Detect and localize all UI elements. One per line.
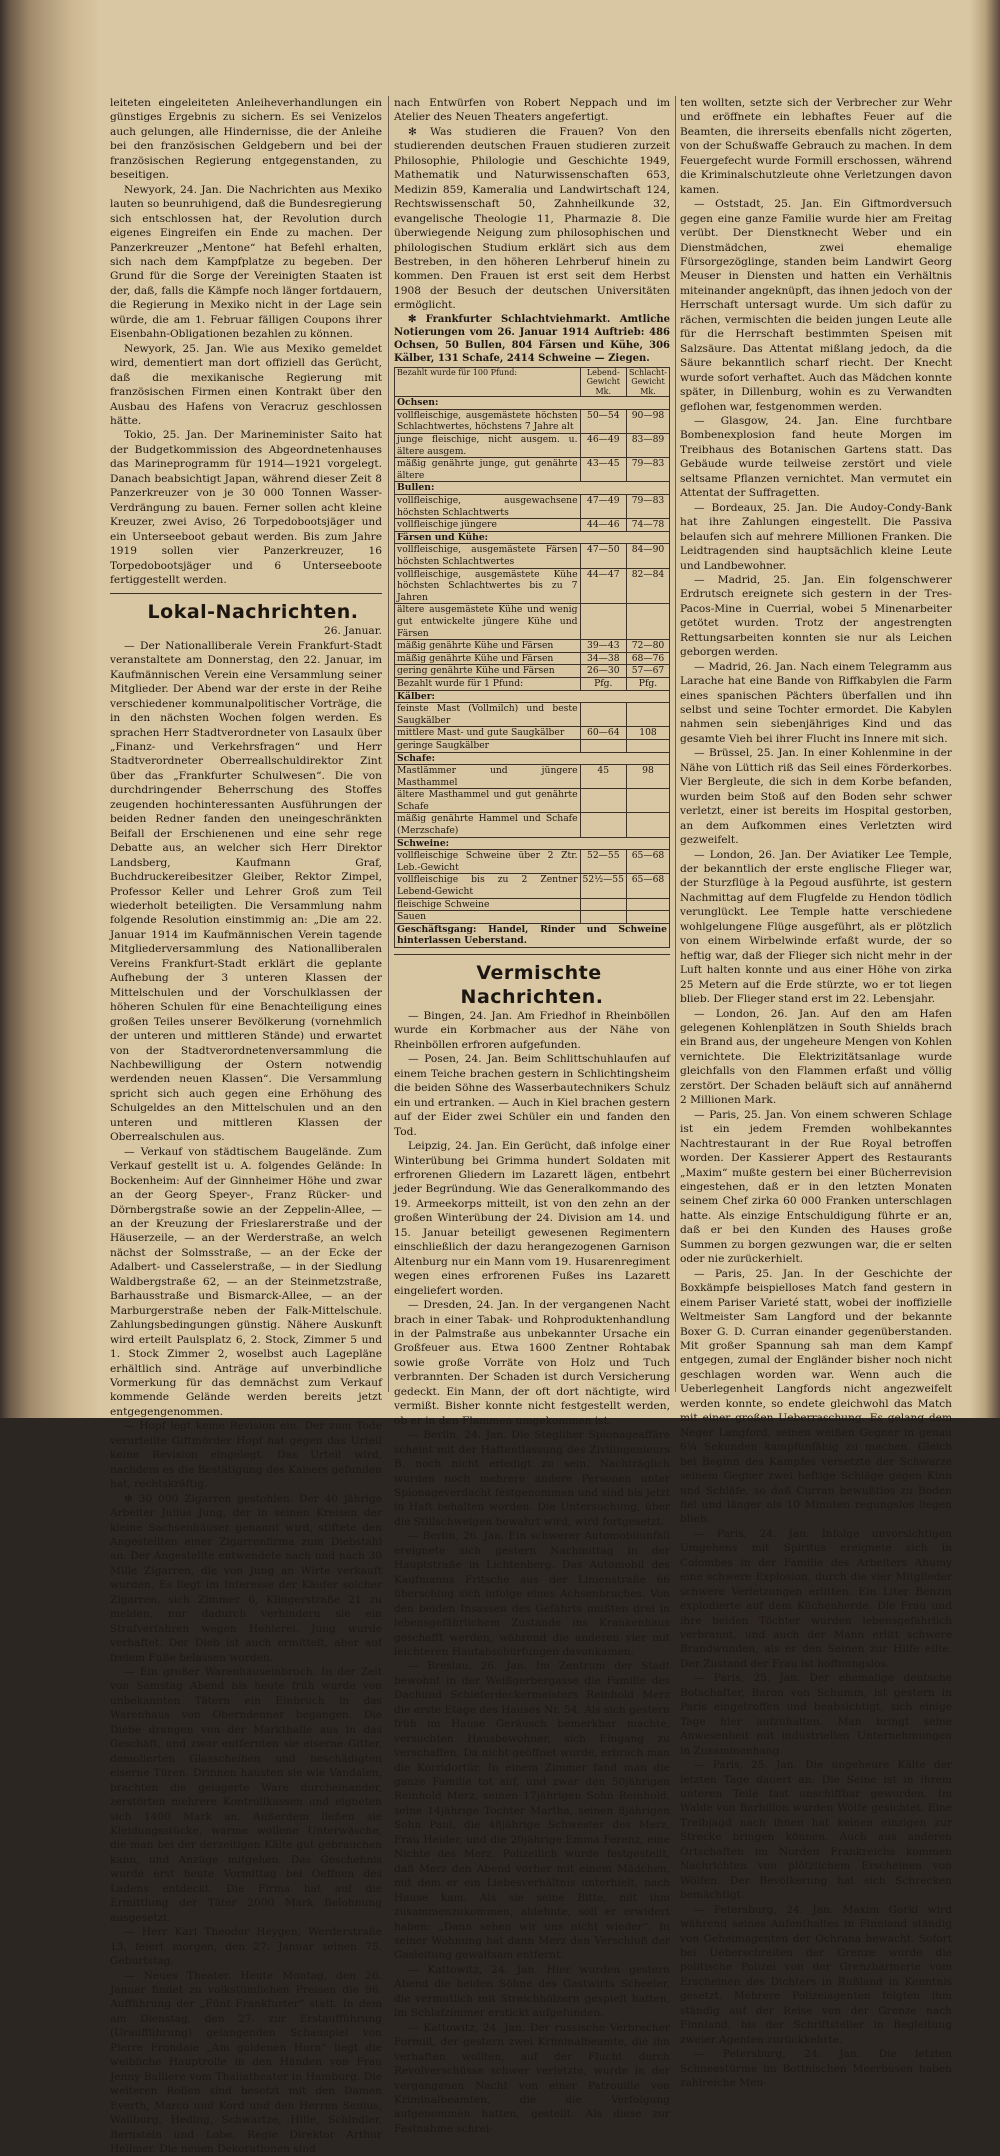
- slaughter-weight-price: [627, 813, 670, 837]
- slaughter-weight-price: 83—89: [627, 434, 670, 458]
- slaughter-weight-price: 82—84: [627, 568, 670, 604]
- article-text: ✻ 30 000 Zigarren gestohlen. Der 40 jährige Arbeiter Julius Jung, der in seinen Kreisen der kleine Sachsenhäuser genannt wird, stiftete den Angestellten einer Zigarrenfirma zum Diebstahl an. Der Angestellte entwendete nach und nach 30 Mille Zigarren, die von Jung an Wirte verkauft wurden. Es liegt im Interesse der Käufer solcher Zigarren, sich Zimmer 6, Klingerstraße 21 zu melden, nur dadurch verhindern sie ein Strafverfahren wegen Hehlerei. Jung wurde verhaftet. Der Dieb ist auch ermittelt, aber auf freiem Fuße belassen worden.: [110, 1492, 382, 1664]
- live-weight-price: 60—64: [580, 727, 626, 740]
- article-text: — Brüssel, 25. Jan. In einer Kohlenmine in der Nähe von Lüttich riß das Seil eines Förderkorbes. Vier Bergleute, die sich in dem Korbe befanden, wurden beim Stoß auf den Boden sehr schwer verletzt, einer ist bereits im Hospital gestorben, an dem Aufkommen eines Verletzten wird gezweifelt.: [680, 747, 952, 847]
- table-row: [395, 397, 670, 410]
- article-text: — Petersburg, 24. Jan. Die letzten Schneestürme im Bottnischen Meerbusen haben zahlreiche Men-: [680, 2048, 952, 2090]
- table-row: [395, 874, 670, 898]
- column-header: Lebend-Gewicht Mk.: [580, 367, 626, 397]
- slaughter-weight-price: [627, 789, 670, 813]
- article-text: — Petersburg, 24. Jan. Maxim Gorki wird während seines Aufenthaltes in Finnland ständig von Geheimagenten der Ochrana bewacht. Sofort bei Ueberschreiten der Grenze wurde die politische Polizei von der Grenzbarmerie vom Erscheinen des Dichters in Rußland in Kenntnis gesetzt. Mehrere Polizeiagenten folgten ihm ständig auf der Reise von der Grenze nach Finnland, bis der Schriftsteller in Begleitung zweier Agenten zurückkehrte.: [680, 1903, 952, 2046]
- slaughter-weight-price: 98: [627, 765, 670, 789]
- article-text: ten wollten, setzte sich der Verbrecher zur Wehr und eröffnete ein lebhaftes Feuer auf die Beamten, die ihrerseits ebenfalls nicht zögerten, von der Schußwaffe Gebrauch zu machen. In dem Feuergefecht wurde Formill erschossen, während die Kriminalschutzleute ohne Verletzungen davon kamen.: [680, 97, 952, 196]
- live-weight-price: 52—55: [580, 850, 626, 874]
- slaughter-weight-price: Pfg.: [627, 677, 670, 690]
- row-label: gering genährte Kühe und Färsen: [395, 665, 581, 678]
- row-label: Sauen: [395, 911, 581, 924]
- table-row: [395, 690, 670, 703]
- article-text: ✻ Was studieren die Frauen? Von den studierenden deutschen Frauen studieren zurzeit Philosophie, Philologie und Geschichte 1949, Mathematik und Naturwissenschaften 653, Medizin 859, Kameralia und Landwirtschaft 124, Rechtswissenschaft 50, Zahnheilkunde 32, evangelische Theologie 11, Pharmazie 8. Die überwiegende Neigung zum philosophischen und philologischen Studium erklärt sich aus dem Bestreben, in den höheren Lehrberuf hinein zu kommen. Den Frauen ist erst seit dem Herbst 1908 der Besuch der deutschen Universitäten ermöglicht.: [394, 125, 670, 312]
- article-text: — Madrid, 26. Jan. Nach einem Telegramm aus Larache hat eine Bande von Riffkabylen die Farm eines spanischen Pächters überfallen und ihn selbst und seine Tochter ermordet. Die Kabylen nahmen sein siebenjähriges Kind und das gesamte Vieh bei ihrer Flucht ins Innere mit sich.: [680, 660, 952, 745]
- article-text: — Dresden, 24. Jan. In der vergangenen Nacht brach in einer Tabak- und Rohproduktenhandlung in der Palmstraße aus unbekannter Ursache ein Großfeuer aus. Etwa 1600 Zentner Rohtabak sowie große Vorräte von Holz und Tuch verbrannten. Der Schaden ist durch Versicherung gedeckt. Ein Mann, der oft dort nächtigte, wird vermißt. Bisher konnte nicht festgestellt werden, ob er in den Flammen umgekommen ist.: [394, 1299, 670, 1427]
- row-label: mittlere Mast- und gute Saugkälber: [395, 727, 581, 740]
- table-row: [395, 923, 670, 947]
- live-weight-price: Pfg.: [580, 677, 626, 690]
- row-group-label: Färsen und Kühe:: [395, 531, 670, 544]
- table-row: [395, 495, 670, 519]
- table-row: [395, 544, 670, 568]
- section-divider: [110, 593, 382, 594]
- live-weight-price: 43—45: [580, 458, 626, 482]
- row-label: vollfleischige jüngere: [395, 519, 581, 532]
- row-label: vollfleischige, ausgemästete Färsen höchsten Schlachtwertes: [395, 544, 581, 568]
- column-1: [110, 96, 382, 2156]
- table-row: [395, 765, 670, 789]
- article-text: — Glasgow, 24. Jan. Eine furchtbare Bombenexplosion fand heute Morgen im Treibhaus des Botanischen Gartens statt. Das Gebäude wurde teilweise zerstört und viele seltsame Pflanzen vernichtet. Man vermutet ein Attentat der Suffragetten.: [680, 414, 952, 500]
- slaughter-weight-price: 65—68: [627, 874, 670, 898]
- row-group-label: Schweine:: [395, 837, 670, 850]
- slaughter-weight-price: 57—67: [627, 665, 670, 678]
- table-row: [395, 813, 670, 837]
- table-row: [395, 604, 670, 640]
- table-row: [395, 409, 670, 433]
- table-row: [395, 911, 670, 924]
- article-text: — Berlin, 24. Jan. Die Stegliher Spionageaffäre scheint mit der Haftentlassung des Zivilingenieurs B. noch nicht erledigt zu sein. Nachträglich wurden noch mehrere andere Personen unter Spionageverdacht festgenommen und sind bis jetzt in Haft behalten worden. Die Untersuchung, über die Stillschweigen bewahrt wird, wird fortgesetzt.: [394, 1429, 670, 1528]
- live-weight-price: [580, 604, 626, 640]
- table-row: [395, 752, 670, 765]
- article-text: — Hopf legt keine Revision ein. Der zum Tode verurteilte Giftmörder Hopf hat gegen das Urteil keine Revision eingelegt. Das Urteil wird, nachdem es die Bestätigung des Kaisers gefunden hat, rechtskräftig.: [110, 1420, 382, 1491]
- market-subtitle: Bezahlt wurde für 100 Pfund:: [395, 367, 581, 397]
- row-label: vollfleischige Schweine über 2 Ztr. Leb.-Gewicht: [395, 850, 581, 874]
- table-body: [395, 397, 670, 948]
- row-label: Bezahlt wurde für 1 Pfund:: [395, 677, 581, 690]
- row-label: fleischige Schweine: [395, 898, 581, 911]
- article-text: — Kattowitz, 24. Jan. Der russische Verbrecher Formill, der gestern zwei Kriminalbeamte, die ihn verhaften wollten, auf der Flucht durch Revolverschüsse schwer verletzte, wurde in der vergangenen Nacht von einer Patrouille von Kriminalbeamten, die die Verfolgung aufgenommen hatten, gestellt. Als diese zur Festnahme schrei-: [394, 2021, 670, 2135]
- table-row: [395, 458, 670, 482]
- slaughter-weight-price: 90—98: [627, 409, 670, 433]
- row-label: mäßig genährte junge, gut genährte ältere: [395, 458, 581, 482]
- live-weight-price: 52½—55: [580, 874, 626, 898]
- table-row: [395, 568, 670, 604]
- table-row: [395, 640, 670, 653]
- row-group-label: Schafe:: [395, 752, 670, 765]
- article-text: Newyork, 24. Jan. Die Nachrichten aus Mexiko lauten so beunruhigend, daß die Bundesregierung sich entschlossen hat, der Revolution durch eigenes Eingreifen ein Ende zu machen. Der Panzerkreuzer „Mentone“ hat Befehl erhalten, sich nach dem Kampfplatze zu begeben. Der Grund für die Sorge der Vereinigten Staaten ist der, daß, falls die Kämpfe noch länger fortdauern, die Regierung in Mexiko nicht in der Lage sein würde, die am 1. Februar fälligen Coupons ihrer Eisenbahn-Obligationen bezahlen zu können.: [110, 183, 382, 341]
- article-text: — Madrid, 25. Jan. Ein folgenschwerer Erdrutsch ereignete sich gestern in der Tres-Pacos-Mine in Cuerrial, wobei 5 Minenarbeiter getötet wurden. Trotz der angestrengten Rettungsarbeiten konnten sie nur als Leichen geborgen werden.: [680, 573, 952, 659]
- slaughter-weight-price: 65—68: [627, 850, 670, 874]
- book-spine: [0, 0, 100, 1418]
- live-weight-price: [580, 739, 626, 752]
- article-text: — Herr Karl Theodor Heygen, Werderstraße 13, feiert morgen, den 27. Januar seinen 75. Geburtstag.: [110, 1926, 382, 1968]
- live-weight-price: 44—46: [580, 519, 626, 532]
- row-label: junge fleischige, nicht ausgem. u. ältere ausgem.: [395, 434, 581, 458]
- row-label: mäßig genährte Hammel und Schafe (Merzschafe): [395, 813, 581, 837]
- live-weight-price: 47—50: [580, 544, 626, 568]
- row-label: mäßig genährte Kühe und Färsen: [395, 652, 581, 665]
- row-label: geringe Saugkälber: [395, 739, 581, 752]
- row-label: vollfleischige, ausgemästete höchsten Schlachtwertes, höchstens 7 Jahre alt: [395, 409, 581, 433]
- row-group-label: Geschäftsgang: Handel, Rinder und Schweine hinterlassen Ueberstand.: [395, 923, 670, 947]
- row-label: vollfleischige, ausgemästete Kühe höchsten Schlachtwertes bis zu 7 Jahren: [395, 568, 581, 604]
- table-row: [395, 665, 670, 678]
- row-label: Mastlämmer und jüngere Masthammel: [395, 765, 581, 789]
- slaughter-weight-price: 74—78: [627, 519, 670, 532]
- article-text: — Ein großer Warenhauseinbruch. In der Zeit von Samstag Abend bis heute früh wurde von unbekannten Tätern ein Einbruch in das Warenhaus von Oberndenner begangen. Die Diebe drangen von der Markthalle aus in das Geschäft, und zwar entfernten sie eiserne Gitter, demolierten Glasscheiben und beschädigten eiserne Türen. Drinnen hausten sie wie Vandalen, brachten die gelagerte Ware durcheinander, zerstörten mehrere Kontrollkassen und eigneten sich 1400 Mark an. Außerdem ließen sie Kleidungsstücke, warme wollene Unterwäsche, die man bei der derzeitigen Kälte gut gebrauchen kann, und Anzüge mitgehen. Das Geschehnis wurde erst heute Vormittag bei Oeffnen des Ladens entdeckt. Die Firma hat auf die Ermittlung der Täter 2000 Mark Belohnung ausgesetzt.: [110, 1666, 382, 1924]
- live-weight-price: [580, 703, 626, 727]
- row-group-label: Bullen:: [395, 482, 670, 495]
- article-text: Leipzig, 24. Jan. Ein Gerücht, daß infolge einer Winterübung bei Grimma hundert Soldaten mit erfrorenen Gliedern im Lazarett lägen, entbehrt jeder Begründung. Wie das Generalkommando des 19. Armeekorps mitteilt, ist von den zehn an der großen Winterübung der 24. Division am 14. und 15. Januar beteiligt gewesenen Regimentern einschließlich der dazu herangezogenen Garnison Altenburg nur ein Mann vom 19. Husarenregiment wegen eines erfrorenen Fußes ins Lazarett eingeliefert worden.: [394, 1140, 670, 1297]
- table-row: [395, 531, 670, 544]
- live-weight-price: [580, 789, 626, 813]
- article-text: Newyork, 25. Jan. Wie aus Mexiko gemeldet wird, dementiert man dort offiziell das Gerücht, daß die mexikanische Regierung mit französischen Firmen einen Kontrakt über den Ausbau des Hafens von Veracruz geschlossen hätte.: [110, 342, 382, 427]
- article-text: — Oststadt, 25. Jan. Ein Giftmordversuch gegen eine ganze Familie wurde hier am Freitag verübt. Der Dienstknecht Weber und ein Dienstmädchen, zwei ehemalige Fürsorgezöglinge, standen beim Landwirt Georg Meuser in Diensten und hatten ein Verhältnis miteinander angeknüpft, das ihnen jedoch von der Herrschaft untersagt wurde. Um sich dafür zu rächen, vermischten die beiden jungen Leute alle für die Herrschaft bestimmten Speisen mit Salzsäure. Das Attentat mißlang jedoch, da die Säure bekanntlich scharf riecht. Der Knecht wurde sofort verhaftet. Auch das Mädchen konnte später, in Dillenburg, wohin es zu Verwandten geflohen war, festgenommen werden.: [680, 198, 952, 413]
- table-row: [395, 434, 670, 458]
- row-label: feinste Mast (Vollmilch) und beste Saugkälber: [395, 703, 581, 727]
- column-header: Schlacht-Gewicht Mk.: [627, 367, 670, 397]
- slaughter-weight-price: [627, 703, 670, 727]
- live-weight-price: [580, 898, 626, 911]
- row-label: ältere Masthammel und gut genährte Schafe: [395, 789, 581, 813]
- row-group-label: Ochsen:: [395, 397, 670, 410]
- slaughter-weight-price: [627, 898, 670, 911]
- table-row: [395, 739, 670, 752]
- section-heading: Vermischte Nachrichten.: [460, 962, 604, 1009]
- live-weight-price: [580, 911, 626, 924]
- article-text: — Paris, 24. Jan. Infolge unvorsichtigen Umgehens mit Spiritus ereignete sich in Colombes in der Familie des Arbeiters Ahumy eine schwere Explosion, durch die vier Mitglieder schwere Verletzungen erlitten. Ein Liter Benzin explodierte auf dem Küchenherde. Die Frau und ihre beiden Töchter wurden lebensgefährlich verbrannt, und auch der Mann erlitt schwere Brandwunden, als er den Seinen zur Hilfe eilte. Der Zustand der Frau ist hoffnungslos.: [680, 1527, 952, 1670]
- slaughter-weight-price: [627, 911, 670, 924]
- article-text: — London, 26. Jan. Auf den am Hafen gelegenen Kohlenplätzen in South Shields brach ein Brand aus, der ungeheure Mengen von Kohlen vernichtete. Die Elektrizitätsanlage wurde gleichfalls von den Flammen erfaßt und völlig zerstört. Der Schaden beläuft sich auf annähernd 2 Millionen Mark.: [680, 1007, 952, 1107]
- article-text: — Paris, 25. Jan. In der Geschichte der Boxkämpfe beispielloses Match fand gestern in einem Pariser Varieté statt, wobei der inoffizielle Weltmeister Sam Langford und der bekannte Boxer G. D. Curran einander gegenüberstanden. Mit großer Spannung sah man dem Kampf entgegen, zumal der Engländer bisher noch nicht geschlagen worden war. Wenn auch die Ueberlegenheit Langfords nicht angezweifelt werden konnte, so endete gleichwohl das Match mit einer großen Ueberraschung. Es gelang dem Neger Langford, seinen weißen Gegner in genau 6¼ Sekunden kampfunfähig zu machen. Gleich bei Beginn des Kampfes versetzte der Schwarze seinem Gegner zwei heftige Schläge gegen Kinn und Schläfe, so daß Curran bewußtlos zu Boden fiel und länger als 10 Minuten regungslos liegen blieb.: [680, 1267, 952, 1526]
- article-text: nach Entwürfen von Robert Neppach und im Atelier des Neuen Theaters angefertigt.: [394, 97, 670, 124]
- article-text: — Bordeaux, 25. Jan. Die Audoy-Condy-Bank hat ihre Zahlungen eingestellt. Die Passiva belaufen sich auf mehrere Millionen Franken. Die Leidtragenden sind hauptsächlich kleine Leute und Landbewohner.: [680, 501, 952, 572]
- column-rule: [675, 96, 676, 1392]
- live-weight-price: 50—54: [580, 409, 626, 433]
- table-row: [395, 727, 670, 740]
- column-3: [680, 96, 952, 2091]
- article-text: — Paris, 25. Jan. Von einem schweren Schlage ist ein jedem Fremden wohlbekanntes Nachtrestaurant in der Rue Royal betroffen worden. Der Kassierer Appert des Restaurants „Maxim“ mußte gestern bei einer Bücherrevision eingestehen, daß er in den letzten Monaten seinem Chef zirka 60 000 Franken unterschlagen hatte. Als einzige Entschuldigung führte er an, daß er bei den Kunden des Hauses große Summen zu borgen gezwungen war, die er selten oder nie zurückerhielt.: [680, 1108, 952, 1266]
- article-text: — London, 26. Jan. Der Aviatiker Lee Temple, der bekanntlich der erste englische Flieger war, der Sturzflüge à la Pegoud ausführte, ist gestern Nachmittag auf dem Flugfelde zu Hendon tödlich verunglückt. Lee Temple hatte verschiedene wohlgelungene Flüge ausgeführt, als er plötzlich von einem Wirbelwinde erfaßt wurde, der so heftig war, daß der Flieger sich nicht mehr in der Luft halten konnte und aus einer Höhe von zirka 25 Metern auf die Erde stürzte, wo er tot liegen blieb. Der Flieger stand erst im 22. Lebensjahr.: [680, 848, 952, 1006]
- slaughter-weight-price: 108: [627, 727, 670, 740]
- row-label: mäßig genährte Kühe und Färsen: [395, 640, 581, 653]
- article-text: — Berlin, 26. Jan. Ein schwerer Automobilunfall ereignete sich gestern Nachmittag in der Hauptstraße in Lichtenberg. Das Automobil des Kaufmanns Fritsche aus der Linienstraße 66 überschlug sich infolge eines Achsenbruches. Von den beiden Insassen des Gefährts mußten drei in lebensgefährlichem Zustande ins Krankenhaus geschafft werden, während die anderen vier mit leichteren Hautabschürfungen davonkamen.: [394, 1530, 670, 1658]
- slaughter-weight-price: [627, 604, 670, 640]
- row-label: ältere ausgemästete Kühe und wenig gut entwickelte jüngere Kühe und Färsen: [395, 604, 581, 640]
- article-text: — Verkauf von städtischem Baugelände. Zum Verkauf gestellt ist u. A. folgendes Gelände: In Bockenheim: Auf der Ginnheimer Höhe und zwar an der Georg Speyer-, Franz Rücker- und Dörnbergstraße sowie an der Zeppelin-Allee, — an der Kreuzung der Frieslarerstraße und der Häuserzeile, — an der Werderstraße, an welch nächst der Solmsstraße, — an der Ecke der Adalbert- und Casselerstraße, — in der Siedlung Waldbergstraße 62, — an der Steinmetzstraße, Barhausstraße und Bismarck-Allee, — an der Marburgerstraße neben der Falk-Mittelschule. Zahlungsbedingungen günstig. Nähere Auskunft wird erteilt Paulsplatz 6, 2. Stock, Zimmer 5 und 1. Stock Zimmer 2, woselbst auch Lagepläne erhältlich sind. Anträge auf unverbindliche Vormerkung für das demnächst zum Verkauf kommende Gelände werden bereits jetzt entgegengenommen.: [110, 1145, 382, 1418]
- article-text: — Paris, 25. Jan. Die ungeheure Kälte der letzten Tage dauert an. Die Seine ist in ihrem unteren Teile fast unschiffbar geworden. Im Walde von Barbillon wurden Wölfe gesichtet. Eine Treibjagd nach ihnen hat keinen einzigen zur Strecke bringen können. Auch aus anderen Ortschaften im Norden Frankreichs kommen Nachrichten von plötzlichem Erscheinen von Wölfen. Der Bevölkerung hat sich Schrecken bemächtigt.: [680, 1759, 952, 1902]
- live-weight-price: 34—38: [580, 652, 626, 665]
- row-group-label: Kälber:: [395, 690, 670, 703]
- live-weight-price: 46—49: [580, 434, 626, 458]
- slaughter-weight-price: 68—76: [627, 652, 670, 665]
- live-weight-price: 39—43: [580, 640, 626, 653]
- table-row: [395, 837, 670, 850]
- slaughter-weight-price: 79—83: [627, 458, 670, 482]
- live-weight-price: 44—47: [580, 568, 626, 604]
- slaughter-weight-price: [627, 739, 670, 752]
- table-row: [395, 703, 670, 727]
- row-label: vollfleischige, ausgewachsene höchsten Schlachtwerts: [395, 495, 581, 519]
- live-weight-price: 26—30: [580, 665, 626, 678]
- column-rule: [388, 96, 389, 1392]
- article-text: — Neues Theater. Heute Montag, den 26. Januar findet zu volkstümlichen Preisen die 96. Aufführung der „Fünf Frankfurter“ statt. In dem am Dienstag, den 27. zur Erstaufführung (Uraufführung) gelangenden Schauspiel von Pierre Frondaie „Am goldenen Horn“ liegt die weibliche Hauptrolle in den Händen von Frau Jenny Balliere vom Thaliatheater in Hamburg. Die weiteren Rollen sind besetzt mit den Damen Everth, Marco und Kord und den Herren Senius, Wallburg, Heding, Schwartze, Hille, Schindler, Bernstein und Lobe. Regie Direktor Arthur Hellmer. Die neuen Dekorationen sind: [110, 1969, 382, 2155]
- live-weight-price: 47—49: [580, 495, 626, 519]
- section-date: 26. Januar.: [323, 625, 382, 638]
- table-row: [395, 898, 670, 911]
- section-divider: [394, 954, 670, 955]
- article-text: — Posen, 24. Jan. Beim Schlittschuhlaufen auf einem Teiche brachen gestern in Schlichtingsheim die beiden Söhne des Wasserbautechnikers Schulz ein und ertranken. — Auch in Kiel brachen gestern auf der Eider zwei Schüler ein und fanden den Tod.: [394, 1053, 670, 1138]
- table-row: [395, 789, 670, 813]
- row-label: vollfleischige bis zu 2 Zentner Lebend-Gewicht: [395, 874, 581, 898]
- livestock-price-table: [394, 367, 670, 948]
- article-text: — Der Nationalliberale Verein Frankfurt-Stadt veranstaltete am Donnerstag, den 22. Januar, im Kaufmännischen Verein eine Versammlung seiner Mitglieder. Der Abend war der erste in der Reihe verschiedener kommunalpolitischer Vorträge, die in den nächsten Wochen folgen werden. Es sprachen Herr Stadtverordneter von Lasaulx über „Finanz- und Verkehrsfragen“ und Herr Stadtverordneter Oberreallschuldirektor Zint über das „Frankfurter Schulwesen“. Die von durchdringender Beherrschung des Stoffes zeugenden hochinteressanten Ausführungen der beiden Redner fanden den uneingeschränkten Beifall der Erschienenen und eine sehr rege Debatte aus, an welcher sich Herr Direktor Landsberg, Kaufmann Graf, Buchdruckereibesitzer Gleiber, Rektor Zimpel, Professor Keller und Lehrer Groß zum Teil wiederholt beteiligten. Die Versammlung nahm folgende Resolution einstimmig an: „Die am 22. Januar 1914 im Kaufmännischen Verein tagende Mitgliederversammlung des Nationalliberalen Vereins Frankfurt-Stadt erklärt die geplante Aufhebung der 3 unteren Klassen der Mittelschulen und der Vorschulklassen der höheren Schulen für eine Benachteiligung eines großen Teiles unserer Bevölkerung (vornehmlich der unteren und mittleren Stände) und erwartet von der Stadtverordnetenversammlung die Nachbewilligung der Ostern notwendig werdenden neuen Klassen“. Die Versammlung spricht sich auch gegen eine Erhöhung des Schulgeldes an den Mittelschulen und an den unteren und mittleren Klassen der Oberrealschulen aus.: [110, 639, 382, 1144]
- table-row: [395, 677, 670, 690]
- page-edge: [970, 0, 1000, 1418]
- article-text: — Breslau, 26. Jan. Im Zentrum der Stadt bewohnt in der Weißgerbergasse die Familie des Dachund Schieferdeckermeisters Reinhold Merz die erste Etage des Hauses Nr. 54. Als sich gestern früh im Hause Geräusch bemerkbar machte, versuchten Hausbewohner, sich Eingang zu verschaffen. Da nicht geöffnet wurde, erbrach man die Korridortür. In einem Zimmer fand man die ganze Familie tot auf, und zwar den 50jährigen Reinhold Merz, seinen 17jährigen Sohn Reinhold, seine 14jährige Tochter Martha, seinen 8jährigen Sohn Paul, die 48jährige Schwester des Merz, Frau Heider, und die 20jährige Emma Ferenz, eine Nichte des Merz. Polizeilich wurde festgestellt, daß Merz den Abend vorher mit einem Mädchen, mit dem er ein Liebesverhältnis unterhielt, nach Hause kam. Als sie seine Bitte, mit ihm zusammenzukommen, ablehnte, soll er erwidert haben: „Dann sehen wir uns nicht wieder“. In seiner Wohnung hat dann Merz den Verschluß der Gasleitung gewaltsam entfernt.: [394, 1660, 670, 1962]
- live-weight-price: 45: [580, 765, 626, 789]
- article-text: Tokio, 25. Jan. Der Marineminister Saito hat der Budgetkommission des Abgeordnetenhauses das Marineprogramm für 1914—1921 vorgelegt. Danach beabsichtigt Japan, während dieser Zeit 8 Panzerkreuzer von je 30 000 Tonnen Wasser-Verdrängung zu bauen. Ferner sollen acht kleine Kreuzer, zwei Aviso, 26 Torpedobootsjäger und ein Unterseeboot gebaut werden. Bis zum Jahre 1919 sollen vier Panzerkreuzer, 16 Torpedobootsjäger und 6 Unterseeboote fertiggestellt werden.: [110, 429, 382, 586]
- slaughter-weight-price: 72—80: [627, 640, 670, 653]
- table-row: [395, 850, 670, 874]
- live-weight-price: [580, 813, 626, 837]
- table-row: [395, 482, 670, 495]
- slaughter-weight-price: 79—83: [627, 495, 670, 519]
- article-text: leiteten eingeleiteten Anleiheverhandlungen ein günstiges Ergebnis zu sichern. Es sei Venizelos auch gelungen, alle Hindernisse, die der Anleihe bei den französischen Geldgebern und bei der französischen Regierung entgegenstanden, zu beseitigen.: [110, 97, 382, 182]
- article-text: — Paris, 25. Jan. Der ehemalige deutsche Botschafter, Baron von Schumm, ist gestern in Paris eingetroffen und beabsichtigt, sich einige Tage hier aufzuhalten. Man bringt seine Anwesenheit mit industriellen Unternehmungen in Zusammenhang.: [680, 1672, 952, 1757]
- market-report-title: ✻ Frankfurter Schlachtviehmarkt. Amtliche Notierungen vom 26. Januar 1914 Auftrieb: 486 Ochsen, 50 Bullen, 804 Färsen und Kühe, 306 Kälber, 131 Schafe, 2414 Schweine — Ziegen.: [394, 313, 670, 364]
- article-text: — Bingen, 24. Jan. Am Friedhof in Rheinböllen wurde ein Korbmacher aus der Nähe von Rheinböllen erfroren aufgefunden.: [394, 1010, 670, 1051]
- table-row: [395, 519, 670, 532]
- section-heading: Lokal-Nachrichten.: [147, 601, 359, 624]
- column-2: [394, 96, 670, 2136]
- article-text: — Kattowitz, 24. Jan. Hier wurden gestern Abend die beiden Söhne des Gastwirts Scheeler, die vermutlich mit Streichhölzern gespielt hatten, im Schlafzimmer erstickt aufgefunden.: [394, 1963, 670, 2020]
- slaughter-weight-price: 84—90: [627, 544, 670, 568]
- table-row: [395, 652, 670, 665]
